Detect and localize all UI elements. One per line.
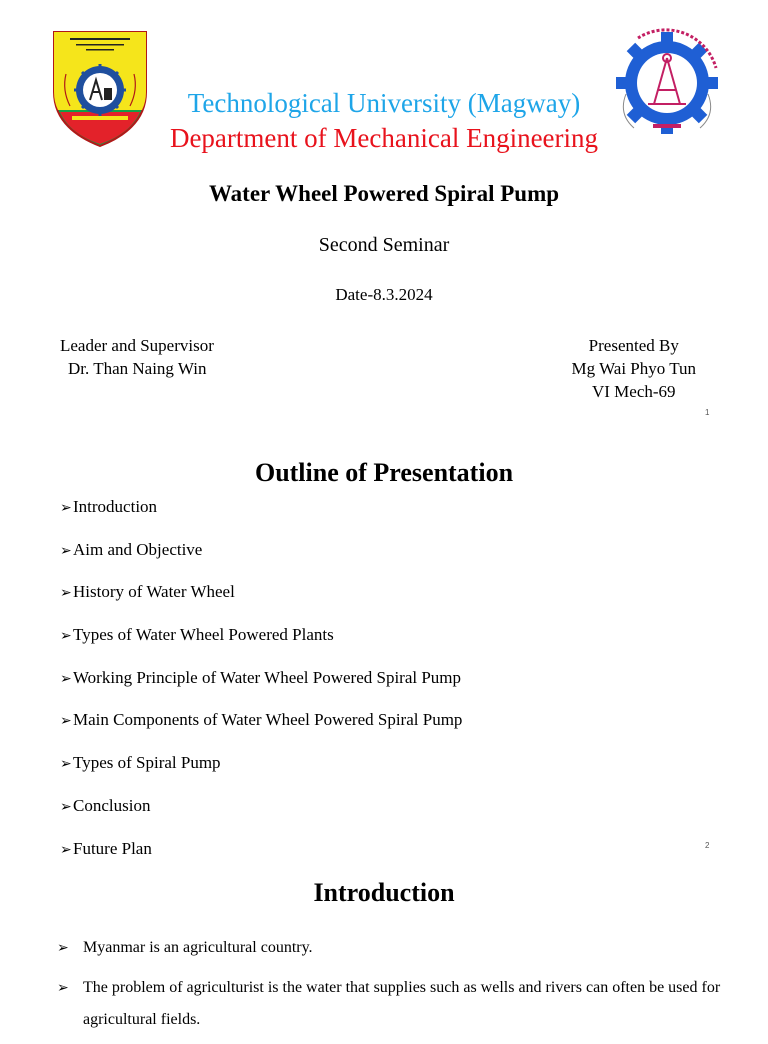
arrow-bullet-icon: ➢ [57,980,69,996]
presenter-block [572,334,696,403]
page-number: 1 [705,408,710,417]
leader-block [60,334,214,380]
seminar-topic: Water Wheel Powered Spiral Pump [208,181,560,206]
introduction-item: ➢ Myanmar is an agricultural country. [70,932,730,964]
outline-item: ➢Aim and Objective [60,539,462,582]
presenter-name: Mg Wai Phyo Tun [571,359,696,378]
arrow-bullet-icon: ➢ [60,841,72,858]
arrow-bullet-icon: ➢ [60,670,72,687]
outline-item: ➢Types of Spiral Pump [60,752,462,795]
introduction-title: Introduction [313,878,455,907]
page-number: 2 [705,841,710,850]
outline-item: ➢History of Water Wheel [60,581,462,624]
leader-name: Dr. Than Naing Win [68,359,207,378]
outline-item: ➢Introduction [60,496,462,539]
introduction-list [57,932,730,1044]
outline-title: Outline of Presentation [254,458,514,487]
arrow-bullet-icon: ➢ [60,500,72,516]
seminar-date: Date-8.3.2024 [335,285,433,304]
presenter-label: Presented By [588,336,679,355]
arrow-bullet-icon: ➢ [60,756,72,773]
university-title: Technological University (Magway) [187,88,581,118]
department-title: Department of Mechanical Engineering [169,123,599,153]
arrow-bullet-icon: ➢ [60,585,72,602]
presenter-class: VI Mech-69 [591,382,676,401]
arrow-bullet-icon: ➢ [60,542,72,559]
leader-label: Leader and Supervisor [60,336,214,355]
outline-item: ➢Future Plan [60,838,462,881]
title-slide [0,0,768,430]
outline-item: ➢Conclusion [60,795,462,838]
outline-item: ➢Working Principle of Water Wheel Powered Spiral Pump [60,667,462,710]
outline-slide [0,440,768,862]
arrow-bullet-icon: ➢ [60,628,72,645]
seminar-label: Second Seminar [318,234,450,256]
arrow-bullet-icon: ➢ [57,940,69,956]
arrow-bullet-icon: ➢ [60,798,72,815]
introduction-slide [0,868,768,1028]
outline-item: ➢Types of Water Wheel Powered Plants [60,624,462,667]
arrow-bullet-icon: ➢ [60,713,72,730]
outline-item: ➢Main Components of Water Wheel Powered Spiral Pump [60,709,462,752]
outline-list [60,496,462,880]
introduction-item: ➢ The problem of agriculturist is the water that supplies such as wells and rivers can often be used for agricultural fields. [70,972,730,1036]
